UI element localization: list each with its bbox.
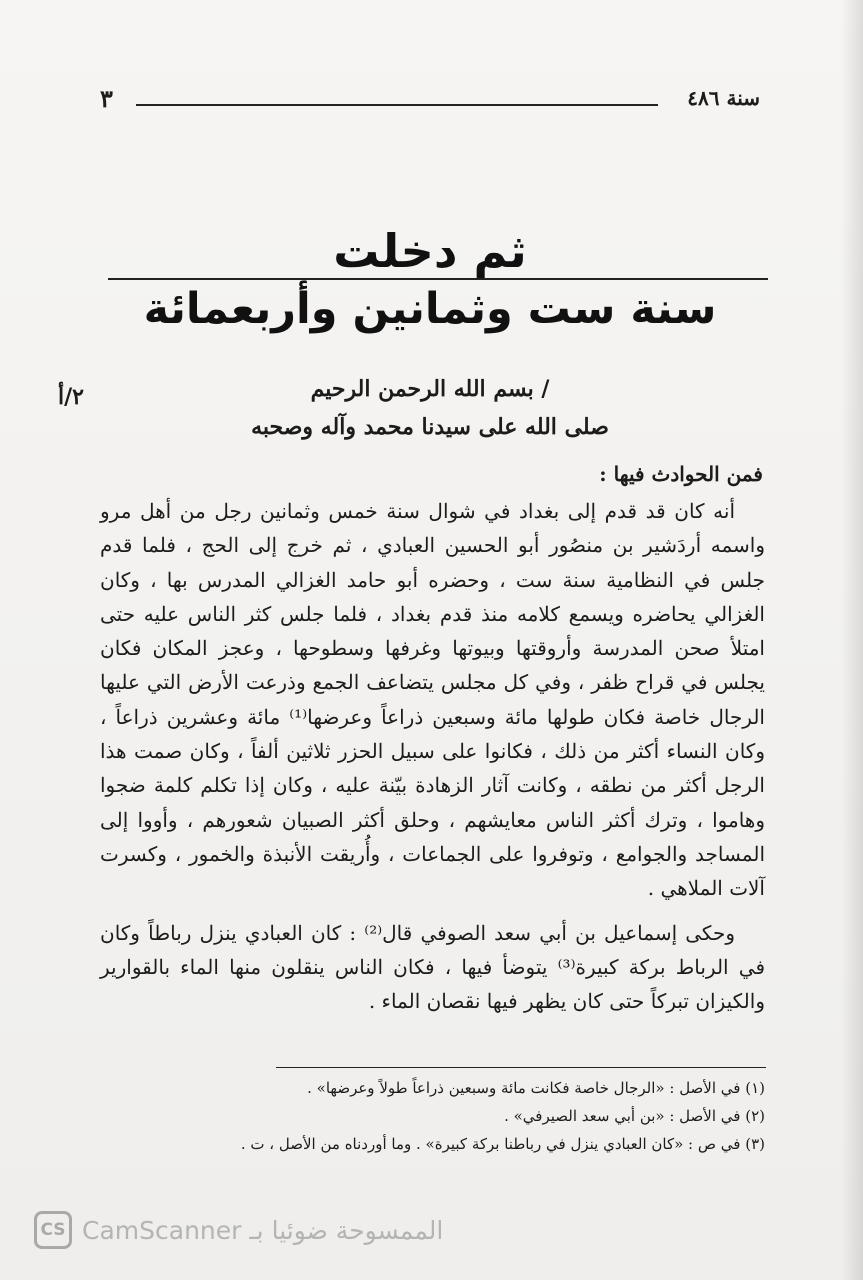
camscanner-watermark	[34, 1210, 443, 1250]
title-divider	[108, 278, 768, 280]
watermark-text: CamScanner الممسوحة ضوئيا بـ	[82, 1215, 444, 1245]
running-header	[100, 86, 760, 116]
manuscript-folio-reference: ٢/أ	[58, 384, 84, 410]
header-year: سنة ٤٨٦	[687, 86, 760, 110]
paragraph-2: وحكى إسماعيل بن أبي سعد الصوفي قال⁽²⁾ : كان العبادي ينزل رباطاً وكان في الرباط بركة كبيرة⁽³⁾ يتوضأ فيها ، فكان الناس ينقلون منها الماء بالقوارير والكيزان تبركاً حتى كان يظهر فيها نقصان الماء .	[100, 920, 765, 1014]
chapter-title-line1: ثم دخلت	[333, 224, 527, 278]
header-rule	[136, 104, 658, 106]
footnotes	[100, 1074, 765, 1158]
footnote-3: (٣) في ص : «كان العبادي ينزل في رباطنا بركة كبيرة» . وما أوردناه من الأصل ، ت .	[240, 1135, 765, 1153]
footnote-divider	[276, 1067, 766, 1068]
salawat-line: صلى الله على سيدنا محمد وآله وصحبه	[251, 414, 609, 440]
body-text	[100, 494, 765, 1018]
page-edge-shadow	[841, 0, 863, 1280]
camscanner-logo-icon: CS	[34, 1211, 72, 1249]
footnote-2: (٢) في الأصل : «بن أبي سعد الصيرفي» .	[504, 1107, 765, 1125]
footnote-1: (١) في الأصل : «الرجال خاصة فكانت مائة وسبعين ذراعاً طولاً وعرضها» .	[307, 1079, 765, 1097]
basmala: / بسم الله الرحمن الرحيم	[310, 376, 550, 402]
page-number: ٣	[100, 84, 113, 113]
section-heading: فمن الحوادث فيها :	[599, 462, 763, 486]
chapter-title-line2: سنة ست وثمانين وأربعمائة	[143, 284, 717, 334]
paragraph-1: أنه كان قد قدم إلى بغداد في شوال سنة خمس وثمانين رجل من أهل مرو واسمه أردَشير بن منصُور أبو الحسين العبادي ، ثم خرج إلى الحج ، فلما قدم جلس في النظامية سنة ست ، وحضره أبو حامد الغزالي المدرس بها ، وكان الغزالي يحاضره ويسمع كلامه منذ قدم بغداد ، فلما جلس كثر الناس عليه حتى امتلأ صحن المدرسة وأروقتها وبيوتها وغرفها وسطوحها ، وعجز المكان فكان يجلس في قراح ظفر ، وفي كل مجلس يتضاعف الجمع وذرعت الأرض التي عليها الرجال خاصة فكان طولها مائة وسبعين ذراعاً وعرضها⁽¹⁾ مائة وعشرين ذراعاً ، وكان النساء أكثر من ذلك ، فكانوا على سبيل الحزر ثلاثين ألفاً ، وكان صمت هذا الرجل أكثر من نطقه ، وكانت آثار الزهادة بيّنة عليه ، وكان إذا تكلم كلمة ضجوا وهاموا ، وترك أكثر الناس معايشهم ، وحلق أكثر الصبيان شعورهم ، وأووا إلى المساجد والجوامع ، وتوفروا على الجماعات ، وأُريقت الأنبذة والخمور ، وكسرت آلات الملاهي .	[100, 499, 765, 901]
